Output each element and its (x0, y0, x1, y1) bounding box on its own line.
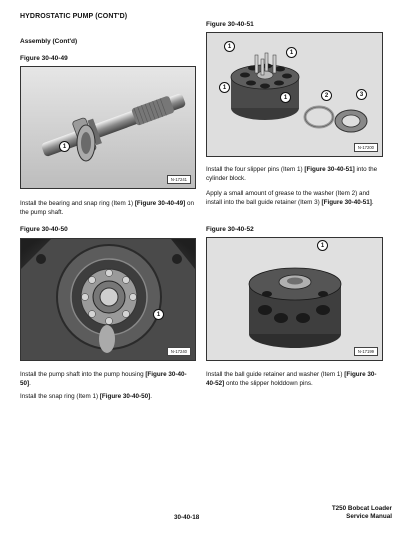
figure-52-photo (206, 237, 383, 361)
figure-49-code: N-17241 (167, 175, 191, 184)
section-title: HYDROSTATIC PUMP (CONT'D) (20, 13, 128, 20)
paragraph-50a (20, 371, 196, 388)
figure-50-callout-1: 1 (153, 309, 164, 320)
paragraph-51a-figure-ref: [Figure 30-40-51] (304, 166, 355, 173)
figure-50-caption: Figure 30-40-50 (20, 226, 68, 233)
paragraph-51b-figure-ref: [Figure 30-40-51] (321, 198, 372, 206)
paragraph-50b-figure-ref: [Figure 30-40-50] (99, 393, 151, 400)
paragraph-51a (206, 166, 384, 183)
figure-52-caption: Figure 30-40-52 (206, 226, 254, 233)
paragraph-49-text: Install the bearing and snap ring (Item 1) (20, 200, 135, 207)
paragraph-51b-text-end: . (371, 198, 374, 206)
paragraph-52-text: Install the ball guide retainer and washer (Item 1) (206, 371, 345, 378)
paragraph-49-text-end: on the pump shaft. (20, 200, 194, 216)
footer-manual: Service Manual (346, 513, 392, 520)
footer-title (332, 505, 392, 521)
figure-51-callout-2: 2 (321, 90, 332, 101)
paragraph-49-figure-ref: [Figure 30-40-49] (134, 200, 186, 207)
page-number: 30-40-18 (174, 514, 200, 521)
paragraph-52 (206, 371, 384, 388)
figure-50-photo (20, 238, 196, 361)
paragraph-52-text-end: onto the slipper holddown pins. (224, 379, 313, 387)
paragraph-50a-text-end: . (29, 379, 31, 387)
figure-49-photo (20, 66, 196, 189)
paragraph-51a-text: Install the four slipper pins (Item 1) (206, 166, 305, 173)
figure-51-callout-1b: 1 (286, 47, 297, 58)
paragraph-51a-text-end: into the cylinder block. (206, 166, 378, 182)
figure-50-code: N-17240 (167, 347, 191, 356)
figure-51-callout-1a: 1 (224, 41, 235, 52)
paragraph-50b (20, 393, 196, 402)
paragraph-50b-text-end: . (150, 393, 152, 400)
subsection-title: Assembly (Cont'd) (20, 38, 78, 45)
footer-model: T250 Bobcat Loader (331, 505, 392, 512)
paragraph-50a-figure-ref: [Figure 30-40-50] (20, 371, 187, 387)
figure-49-callout-1: 1 (59, 141, 70, 152)
figure-51-callout-3: 3 (356, 89, 367, 100)
figure-52-code: N-17199 (354, 347, 378, 356)
paragraph-51b (206, 190, 384, 207)
figure-49-caption: Figure 30-40-49 (20, 55, 68, 62)
paragraph-49 (20, 200, 196, 217)
paragraph-50a-text: Install the pump shaft into the pump housing (20, 371, 146, 378)
figure-51-callout-1d: 1 (280, 92, 291, 103)
paragraph-52-figure-ref: [Figure 30-40-52] (206, 371, 377, 387)
figure-51-caption: Figure 30-40-51 (206, 21, 254, 28)
figure-51-photo (206, 32, 383, 157)
figure-52-callout-1: 1 (317, 240, 328, 251)
figure-51-callout-1c: 1 (219, 82, 230, 93)
figure-51-code: N-17200 (354, 143, 378, 152)
paragraph-51b-text: Apply a small amount of grease to the washer (Item 2) and install into the ball guide retainer (Item 3) (206, 190, 370, 206)
paragraph-50b-text: Install the snap ring (Item 1) (20, 393, 100, 400)
